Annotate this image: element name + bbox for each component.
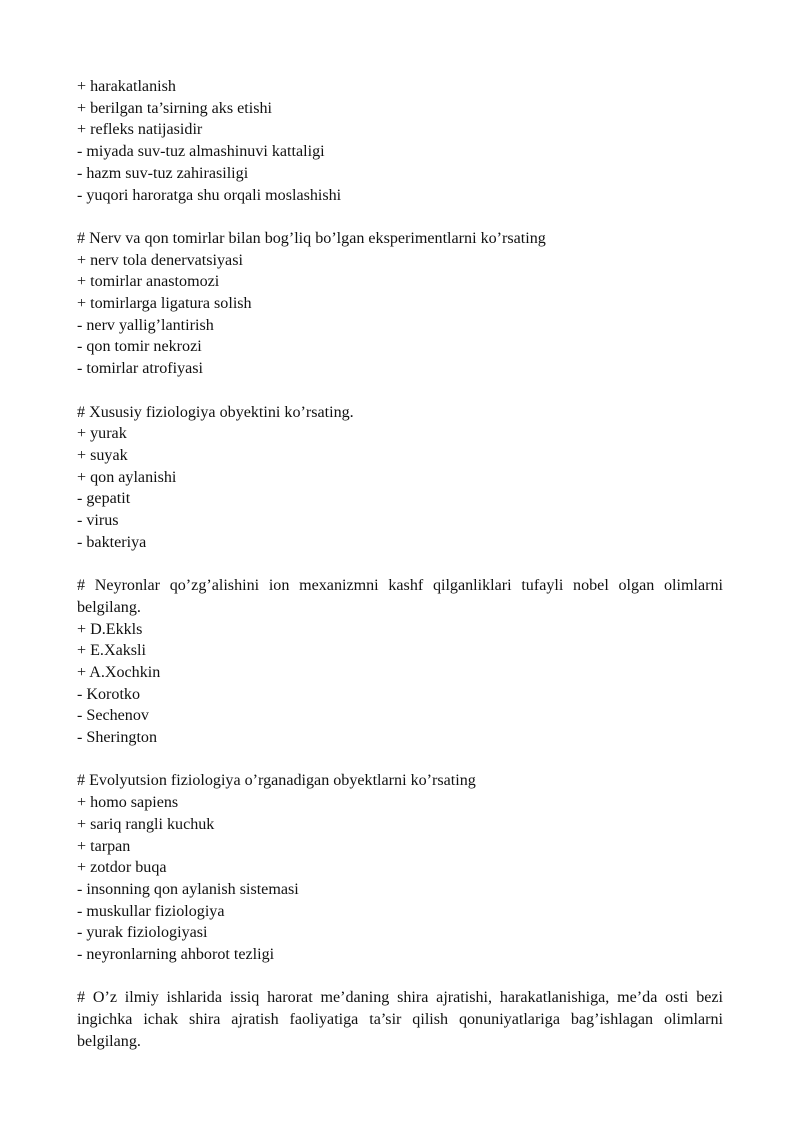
answer-option: - Sherington xyxy=(77,729,158,747)
question-block-1 xyxy=(77,76,723,206)
answer-option: - muskullar fiziologiya xyxy=(77,902,225,920)
answer-option: - gepatit xyxy=(77,490,131,508)
answer-option: + tomirlarga ligatura solish xyxy=(77,295,252,313)
question-block-6 xyxy=(77,987,723,1052)
question-text: # Evolyutsion fiziologiya o’rganadigan obyektlarni ko’rsating xyxy=(77,772,476,790)
answer-option: - Sechenov xyxy=(77,707,149,725)
answer-option: - miyada suv-tuz almashinuvi kattaligi xyxy=(77,143,325,161)
answer-option: + tomirlar anastomozi xyxy=(77,273,220,291)
answer-option: - Korotko xyxy=(77,685,141,703)
answer-option: + E.Xaksli xyxy=(77,642,146,660)
answer-option: + sariq rangli kuchuk xyxy=(77,815,215,833)
answer-option: + harakatlanish xyxy=(77,78,176,95)
answer-option: - nerv yallig’lantirish xyxy=(77,316,214,334)
answer-option: + A.Xochkin xyxy=(77,663,161,681)
answer-option: - neyronlarning ahborot tezligi xyxy=(77,946,275,964)
question-text: # Neyronlar qo’zg’alishini ion mexanizmni kashf qilganliklari tufayli nobel olgan olimlarni belgilang. xyxy=(77,577,723,616)
answer-option: + homo sapiens xyxy=(77,794,179,812)
answer-option: - insonning qon aylanish sistemasi xyxy=(77,880,299,898)
answer-option: + D.Ekkls xyxy=(77,620,143,638)
question-block-4 xyxy=(77,575,723,749)
answer-option: + suyak xyxy=(77,446,128,464)
question-block-3 xyxy=(77,402,723,554)
answer-option: + refleks natijasidir xyxy=(77,121,203,139)
answer-option: - yuqori haroratga shu orqali moslashishi xyxy=(77,186,342,204)
answer-option: - tomirlar atrofiyasi xyxy=(77,360,204,378)
question-text: # Xususiy fiziologiya obyektini ko’rsating. xyxy=(77,403,354,421)
answer-option: + yurak xyxy=(77,425,127,443)
question-text: # O’z ilmiy ishlarida issiq harorat me’daning shira ajratishi, harakatlanishiga, me’da osti bezi ingichka ichak shira ajratish faoliyatiga ta’sir qilish qonuniyatlariga bag’ishlagan olimlarni belgilang. xyxy=(77,989,723,1050)
answer-option: - qon tomir nekrozi xyxy=(77,338,202,356)
answer-option: + zotdor buqa xyxy=(77,859,167,877)
question-block-5 xyxy=(77,770,723,965)
answer-option: + nerv tola denervatsiyasi xyxy=(77,251,243,269)
answer-option: - virus xyxy=(77,512,119,530)
answer-option: + qon aylanishi xyxy=(77,468,177,486)
answer-option: - yurak fiziologiyasi xyxy=(77,924,208,942)
question-block-2 xyxy=(77,228,723,380)
answer-option: + berilgan ta’sirning aks etishi xyxy=(77,99,273,117)
answer-option: - bakteriya xyxy=(77,533,147,551)
answer-option: - hazm suv-tuz zahirasiligi xyxy=(77,164,249,182)
answer-option: + tarpan xyxy=(77,837,131,855)
question-text: # Nerv va qon tomirlar bilan bog’liq bo’lgan eksperimentlarni ko’rsating xyxy=(77,229,546,247)
